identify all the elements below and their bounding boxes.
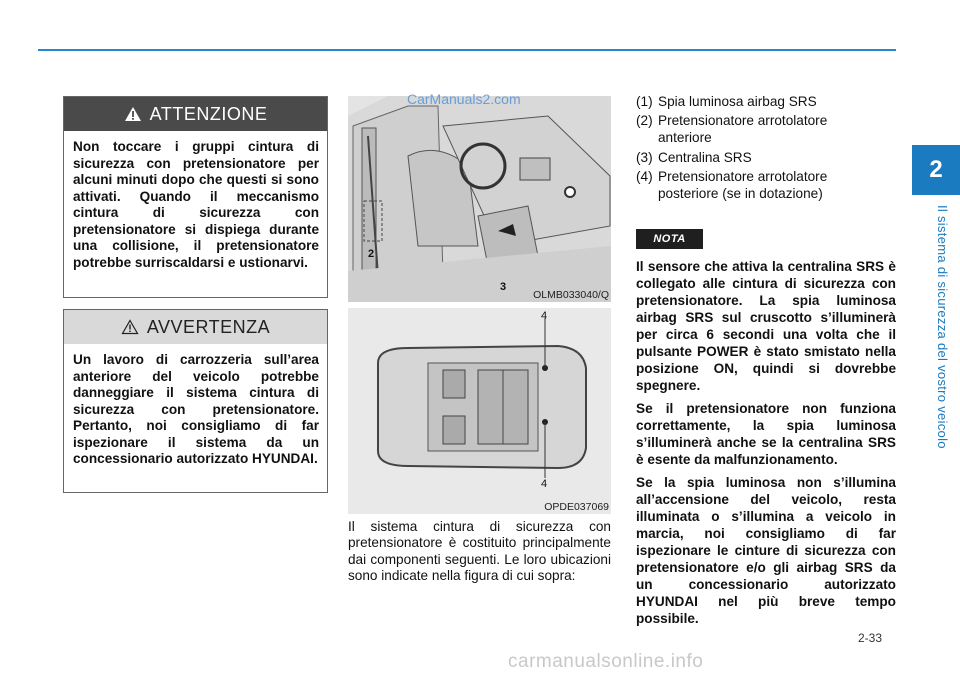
component-list bbox=[636, 94, 906, 205]
warning-box-attenzione bbox=[63, 96, 328, 298]
caution-header bbox=[64, 310, 327, 344]
callout-3: 3 bbox=[500, 281, 507, 293]
list-item: (4) Pretensionatore arrotolatore posteriore (se in dotazione) bbox=[636, 168, 828, 201]
list-item: (3) Centralina SRS bbox=[636, 149, 752, 165]
page-number: 2-33 bbox=[858, 631, 883, 645]
warning-triangle-icon bbox=[124, 106, 142, 122]
figure-interior bbox=[348, 96, 611, 302]
caution-triangle-icon bbox=[121, 319, 139, 335]
list-item: (1) Spia luminosa airbag SRS bbox=[636, 94, 817, 109]
car-interior-illustration bbox=[348, 96, 611, 302]
chapter-title: Il sistema di sicurezza del vostro veicolo bbox=[935, 205, 950, 449]
nota-label: NOTA bbox=[636, 229, 703, 249]
watermark-top: CarManuals2.com bbox=[407, 91, 521, 107]
note-text bbox=[636, 258, 896, 633]
figure-caption: Il sistema cintura di sicurezza con pretensionatore è costituito principalmente dai componenti seguenti. Le loro ubicazioni sono indicate nella figura di cui sopra: bbox=[348, 519, 611, 584]
watermark-bottom: carmanualsonline.info bbox=[508, 651, 704, 672]
warning-box-avvertenza bbox=[63, 309, 328, 493]
note-paragraph: Se la spia luminosa non s’illumina all’accensione del veicolo, resta illuminata o s’illumina a veicolo in marcia, noi consigliamo di far ispezionare le cinture di sicurezza con pretensionatore e/o gli airbag SRS da un concessionario autorizzato HYUNDAI nel più breve tempo possibile. bbox=[636, 475, 896, 626]
chapter-number: 2 bbox=[912, 145, 960, 195]
caution-text: Un lavoro di carrozzeria sull’area anteriore del veicolo potrebbe danneggiare il sistema cintura di sicurezza con pretensionatore. Pertanto, noi consigliamo di far ispezionare il sistema da un concessionario autorizzato HYUNDAI. bbox=[73, 352, 319, 466]
list-item: (2) Pretensionatore arrotolatore anteriore bbox=[636, 113, 828, 146]
note-paragraph: Se il pretensionatore non funziona correttamente, la spia luminosa s’illuminerà anche se la centralina SRS è esente da malfunzionamento. bbox=[636, 401, 896, 467]
callout-4-top: 4 bbox=[541, 310, 548, 322]
figure-topview bbox=[348, 308, 611, 514]
car-topview-illustration bbox=[348, 308, 611, 514]
top-rule bbox=[38, 49, 896, 51]
warning-text: Non toccare i gruppi cintura di sicurezza con pretensionatore per alcuni minuti dopo che questi si sono attivati. Quando il meccanismo cintura di sicurezza con pretensionatore si dispiega durante una collisione, il pretensionatore potrebbe surriscaldarsi e ustionarvi. bbox=[73, 139, 319, 270]
figure-code: OLMB033040/Q bbox=[533, 289, 609, 301]
warning-header bbox=[64, 97, 327, 131]
callout-4-bottom: 4 bbox=[541, 478, 548, 490]
figure-code: OPDE037069 bbox=[544, 501, 609, 513]
caution-title: AVVERTENZA bbox=[146, 316, 271, 337]
warning-title: ATTENZIONE bbox=[149, 103, 268, 124]
callout-2: 2 bbox=[368, 248, 375, 260]
note-paragraph: Il sensore che attiva la centralina SRS è collegato alle cintura di sicurezza con pretensionatore. La spia luminosa airbag SRS sul cruscotto s’illuminerà per circa 6 secondi una volta che il pulsante POWER è stato smistato nella posizione ON, quindi si dovrebbe spegnere. bbox=[636, 259, 896, 393]
